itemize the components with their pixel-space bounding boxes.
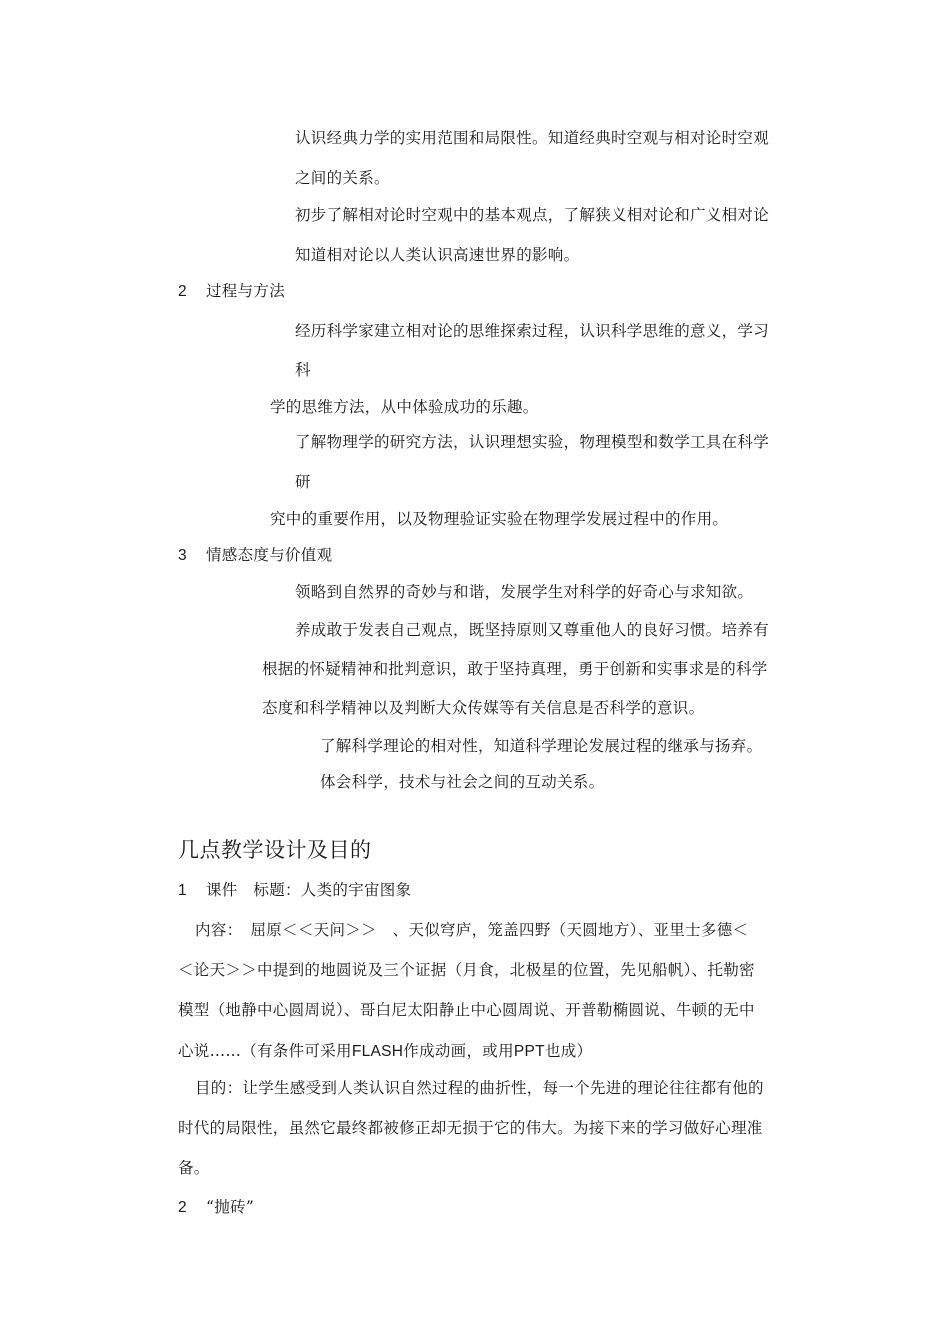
s1-line-1: 认识经典力学的实用范围和局限性。知道经典时空观与相对论时空观 — [295, 129, 770, 147]
content-4-part-c: 作成动画，或用 — [403, 1042, 514, 1060]
design-item-2-title: “抛砖” — [206, 1198, 255, 1216]
design-item-1-content-4 — [178, 1041, 592, 1062]
s2-line-6: 究中的重要作用，以及物理验证实验在物理学发展过程中的作用。 — [270, 510, 729, 528]
design-heading: 几点教学设计及目的 — [178, 838, 372, 862]
content-4-part-a: 心说……（有条件可采用 — [178, 1042, 352, 1060]
design-item-1-title: 课件 标题：人类的宇宙图象 — [206, 881, 412, 899]
s3-number: 3 — [178, 547, 187, 564]
s3-line-2: 养成敢于发表自己观点，既坚持原则又尊重他人的良好习惯。培养有 — [295, 621, 770, 639]
design-item-1-heading — [178, 880, 411, 901]
s3-line-3: 根据的怀疑精神和批判意识，敢于坚持真理，勇于创新和实事求是的科学 — [262, 660, 768, 678]
s3-title: 情感态度与价值观 — [206, 546, 333, 564]
design-item-1-purpose-1: 目的：让学生感受到人类认识自然过程的曲折性，每一个先进的理论往往都有他的 — [195, 1079, 764, 1097]
s2-line-4: 了解物理学的研究方法，认识理想实验，物理模型和数学工具在科学 — [295, 433, 770, 451]
s2-line-2: 科 — [295, 361, 311, 379]
s3-line-1: 领略到自然界的奇妙与和谐，发展学生对科学的好奇心与求知欲。 — [295, 583, 754, 601]
s2-line-3: 学的思维方法，从中体验成功的乐趣。 — [270, 398, 539, 416]
s2-line-1: 经历科学家建立相对论的思维探索过程，认识科学思维的意义，学习 — [295, 322, 770, 340]
s3-line-5: 了解科学理论的相对性，知道科学理论发展过程的继承与扬弃。 — [320, 737, 763, 755]
s1-line-3: 初步了解相对论时空观中的基本观点，了解狭义相对论和广义相对论 — [295, 206, 770, 224]
design-item-2-number: 2 — [178, 1199, 187, 1216]
content-4-part-e: 也成） — [544, 1042, 593, 1060]
s3-heading — [178, 545, 332, 566]
s1-line-2: 之间的关系。 — [295, 169, 390, 187]
design-item-1-content-3: 模型（地静中心圆周说）、哥白尼太阳静止中心圆周说、开普勒椭圆说、牛顿的无中 — [178, 1001, 755, 1019]
s3-line-6: 体会科学，技术与社会之间的互动关系。 — [320, 773, 605, 791]
s2-number: 2 — [178, 283, 187, 300]
s2-line-5: 研 — [295, 473, 311, 491]
s1-line-4: 知道相对论以人类认识高速世界的影响。 — [295, 246, 580, 264]
s3-line-4: 态度和科学精神以及判断大众传媒等有关信息是否科学的意识。 — [262, 699, 705, 717]
s2-title: 过程与方法 — [206, 282, 286, 300]
s2-heading — [178, 281, 285, 302]
design-item-1-content-1: 内容： 屈原＜＜天问＞＞ 、天似穹庐，笼盖四野（天圆地方）、亚里士多德＜ — [195, 921, 749, 939]
design-item-2-heading — [178, 1197, 254, 1218]
design-item-1-number: 1 — [178, 882, 187, 899]
ppt-term: PPT — [513, 1043, 545, 1060]
flash-term: FLASH — [351, 1043, 404, 1060]
design-item-1-purpose-3: 备。 — [178, 1159, 210, 1177]
design-item-1-purpose-2: 时代的局限性，虽然它最终都被修正却无损于它的伟大。为接下来的学习做好心理准 — [178, 1119, 763, 1137]
design-item-1-content-2: ＜论天＞＞中提到的地圆说及三个证据（月食，北极星的位置，先见船帆）、托勒密 — [178, 961, 755, 979]
